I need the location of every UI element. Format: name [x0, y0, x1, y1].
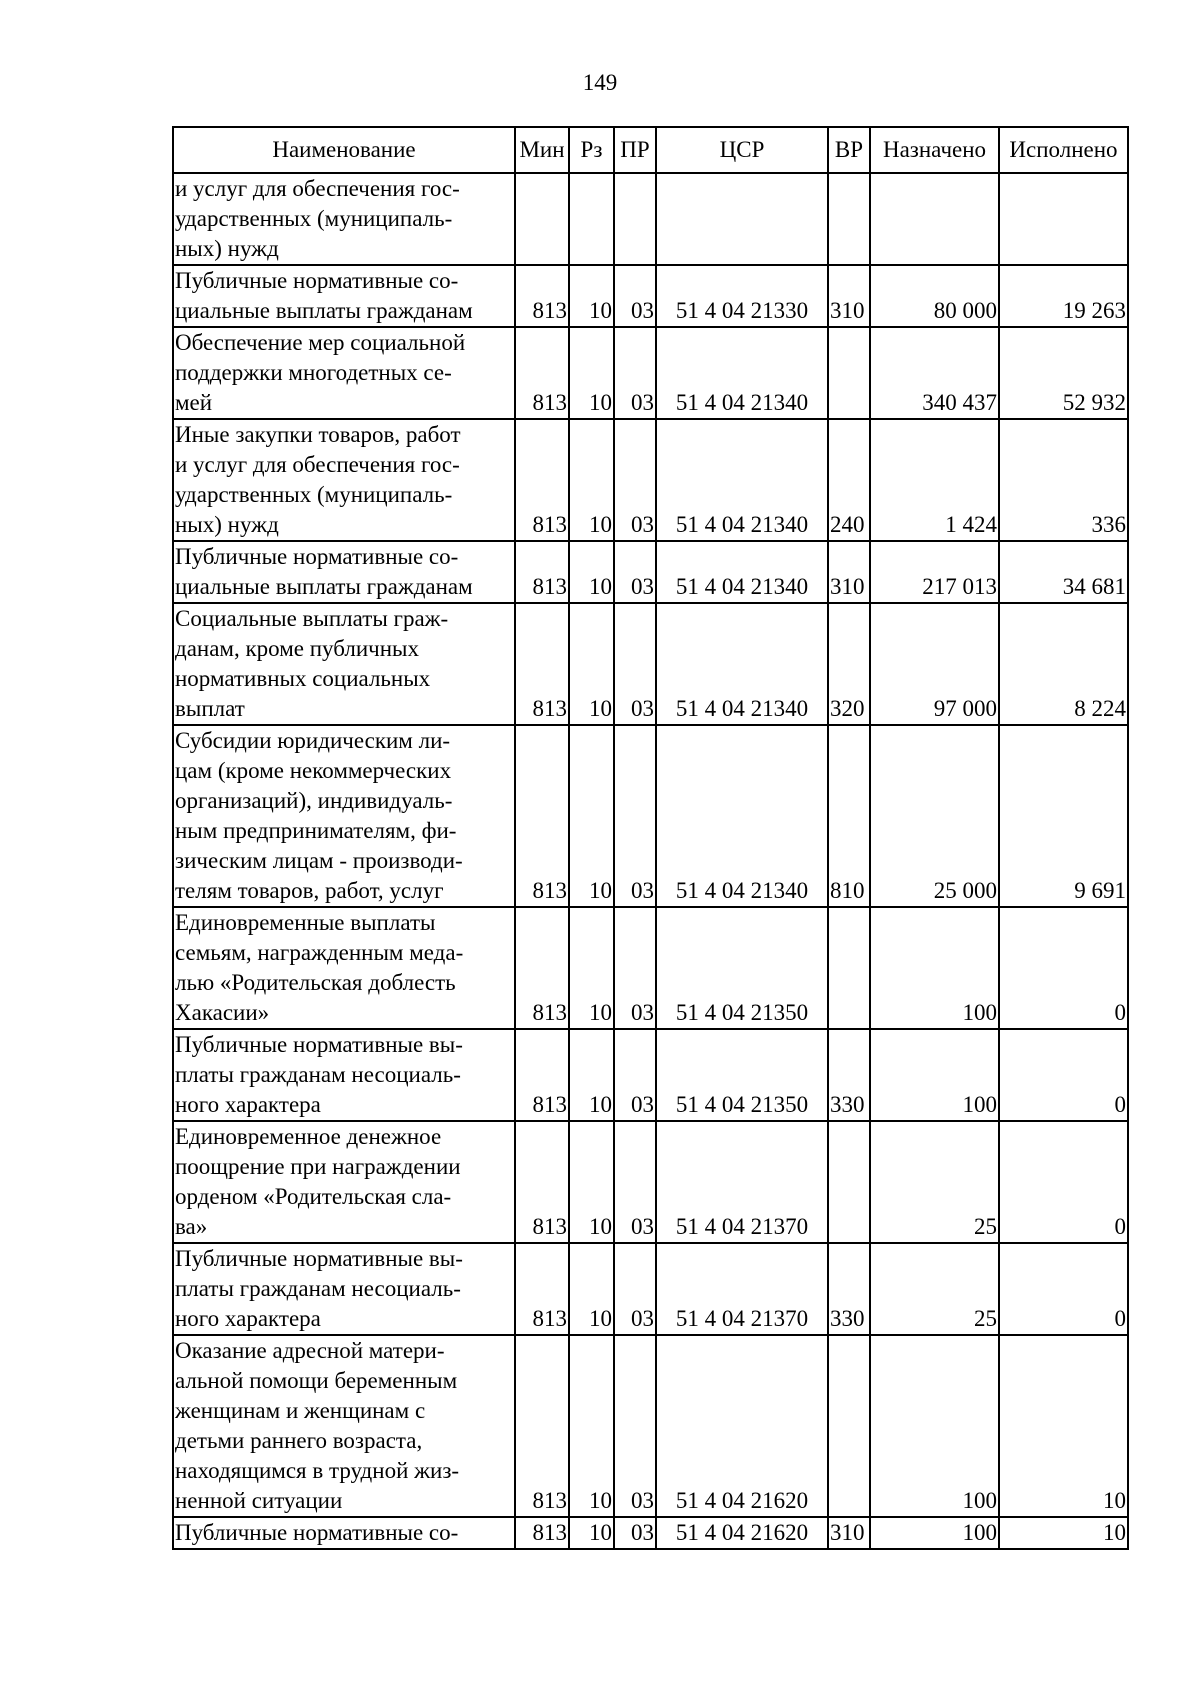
cell-pr: 03	[614, 725, 656, 907]
cell-pr: 03	[614, 1121, 656, 1243]
cell-name: Единовременные выплаты семьям, награжденным меда- лью «Родительская доблесть Хакасии»	[173, 907, 515, 1029]
cell-assigned: 100	[870, 1335, 999, 1517]
cell-vr: 320	[828, 603, 870, 725]
cell-assigned: 80 000	[870, 265, 999, 327]
cell-csr: 51 4 04 21370	[656, 1121, 828, 1243]
table-row	[173, 541, 1128, 603]
cell-assigned: 25 000	[870, 725, 999, 907]
cell-min: 813	[515, 907, 569, 1029]
header-pr: ПР	[614, 127, 656, 173]
cell-vr	[828, 1121, 870, 1243]
cell-min	[515, 173, 569, 265]
table-row	[173, 1335, 1128, 1517]
cell-min: 813	[515, 725, 569, 907]
cell-name: Публичные нормативные со-	[173, 1517, 515, 1549]
cell-vr	[828, 907, 870, 1029]
table-row	[173, 1029, 1128, 1121]
cell-vr: 310	[828, 541, 870, 603]
cell-name: Публичные нормативные вы- платы гражданам несоциаль- ного характера	[173, 1029, 515, 1121]
cell-vr	[828, 173, 870, 265]
header-csr: ЦСР	[656, 127, 828, 173]
table-row	[173, 603, 1128, 725]
cell-pr: 03	[614, 907, 656, 1029]
cell-csr: 51 4 04 21340	[656, 327, 828, 419]
cell-min: 813	[515, 603, 569, 725]
cell-rz: 10	[569, 327, 614, 419]
cell-name: Публичные нормативные вы- платы гражданам несоциаль- ного характера	[173, 1243, 515, 1335]
cell-pr: 03	[614, 1243, 656, 1335]
cell-min: 813	[515, 1243, 569, 1335]
cell-rz: 10	[569, 1243, 614, 1335]
header-assigned: Назначено	[870, 127, 999, 173]
cell-executed	[999, 173, 1128, 265]
page-number: 149	[582, 70, 618, 95]
header-rz: Рз	[569, 127, 614, 173]
cell-executed: 19 263	[999, 265, 1128, 327]
cell-pr	[614, 173, 656, 265]
cell-vr	[828, 327, 870, 419]
cell-pr: 03	[614, 603, 656, 725]
table-row	[173, 173, 1128, 265]
cell-executed: 9 691	[999, 725, 1128, 907]
cell-name: Социальные выплаты граж- данам, кроме публичных нормативных социальных выплат	[173, 603, 515, 725]
cell-rz: 10	[569, 541, 614, 603]
cell-executed: 0	[999, 907, 1128, 1029]
cell-rz: 10	[569, 419, 614, 541]
cell-min: 813	[515, 265, 569, 327]
table-row	[173, 265, 1128, 327]
cell-executed: 0	[999, 1121, 1128, 1243]
cell-rz: 10	[569, 1029, 614, 1121]
cell-csr: 51 4 04 21330	[656, 265, 828, 327]
cell-pr: 03	[614, 265, 656, 327]
cell-csr: 51 4 04 21350	[656, 1029, 828, 1121]
cell-csr: 51 4 04 21370	[656, 1243, 828, 1335]
table-row	[173, 419, 1128, 541]
cell-assigned: 100	[870, 1517, 999, 1549]
cell-executed: 8 224	[999, 603, 1128, 725]
cell-rz: 10	[569, 1121, 614, 1243]
cell-executed: 34 681	[999, 541, 1128, 603]
cell-pr: 03	[614, 327, 656, 419]
header-row	[173, 127, 1128, 173]
table-row	[173, 907, 1128, 1029]
cell-csr: 51 4 04 21340	[656, 541, 828, 603]
cell-assigned: 97 000	[870, 603, 999, 725]
table-row	[173, 725, 1128, 907]
cell-rz: 10	[569, 603, 614, 725]
cell-vr: 810	[828, 725, 870, 907]
header-min: Мин	[515, 127, 569, 173]
cell-assigned: 25	[870, 1243, 999, 1335]
table-row	[173, 1121, 1128, 1243]
cell-min: 813	[515, 1335, 569, 1517]
header-executed: Исполнено	[999, 127, 1128, 173]
cell-executed: 52 932	[999, 327, 1128, 419]
cell-assigned: 1 424	[870, 419, 999, 541]
cell-csr: 51 4 04 21340	[656, 603, 828, 725]
cell-executed: 10	[999, 1517, 1128, 1549]
cell-pr: 03	[614, 1029, 656, 1121]
cell-rz: 10	[569, 1335, 614, 1517]
cell-csr: 51 4 04 21340	[656, 419, 828, 541]
cell-name: Субсидии юридическим ли- цам (кроме некоммерческих организаций), индивидуаль- ным предпринимателям, фи- зическим лицам - производи- телям товаров, работ, услуг	[173, 725, 515, 907]
cell-pr: 03	[614, 1517, 656, 1549]
table-row	[173, 1517, 1128, 1549]
cell-csr: 51 4 04 21350	[656, 907, 828, 1029]
cell-vr: 310	[828, 1517, 870, 1549]
cell-name: Публичные нормативные со- циальные выплаты гражданам	[173, 265, 515, 327]
cell-executed: 0	[999, 1029, 1128, 1121]
cell-rz: 10	[569, 725, 614, 907]
cell-rz: 10	[569, 265, 614, 327]
cell-assigned: 340 437	[870, 327, 999, 419]
header-name: Наименование	[173, 127, 515, 173]
cell-assigned	[870, 173, 999, 265]
cell-assigned: 100	[870, 1029, 999, 1121]
cell-vr: 330	[828, 1029, 870, 1121]
cell-assigned: 217 013	[870, 541, 999, 603]
cell-name: Единовременное денежное поощрение при награждении орденом «Родительская сла- ва»	[173, 1121, 515, 1243]
cell-assigned: 100	[870, 907, 999, 1029]
cell-assigned: 25	[870, 1121, 999, 1243]
budget-table	[172, 126, 1129, 1550]
cell-name: Публичные нормативные со- циальные выплаты гражданам	[173, 541, 515, 603]
cell-min: 813	[515, 419, 569, 541]
cell-csr: 51 4 04 21620	[656, 1335, 828, 1517]
cell-min: 813	[515, 1121, 569, 1243]
cell-csr: 51 4 04 21620	[656, 1517, 828, 1549]
cell-vr: 310	[828, 265, 870, 327]
cell-pr: 03	[614, 541, 656, 603]
cell-rz: 10	[569, 907, 614, 1029]
cell-name: Иные закупки товаров, работ и услуг для обеспечения гос- ударственных (муниципаль- ных) нужд	[173, 419, 515, 541]
cell-rz	[569, 173, 614, 265]
cell-min: 813	[515, 1517, 569, 1549]
cell-executed: 336	[999, 419, 1128, 541]
cell-vr	[828, 1335, 870, 1517]
cell-vr: 330	[828, 1243, 870, 1335]
cell-pr: 03	[614, 419, 656, 541]
cell-name: Оказание адресной матери- альной помощи беременным женщинам и женщинам с детьми раннего возраста, находящимся в трудной жиз- ненной ситуации	[173, 1335, 515, 1517]
cell-csr	[656, 173, 828, 265]
cell-pr: 03	[614, 1335, 656, 1517]
table-row	[173, 327, 1128, 419]
cell-executed: 10	[999, 1335, 1128, 1517]
header-vr: ВР	[828, 127, 870, 173]
cell-executed: 0	[999, 1243, 1128, 1335]
cell-name: и услуг для обеспечения гос- ударственных (муниципаль- ных) нужд	[173, 173, 515, 265]
cell-min: 813	[515, 1029, 569, 1121]
cell-vr: 240	[828, 419, 870, 541]
cell-min: 813	[515, 327, 569, 419]
table-row	[173, 1243, 1128, 1335]
cell-csr: 51 4 04 21340	[656, 725, 828, 907]
cell-rz: 10	[569, 1517, 614, 1549]
cell-name: Обеспечение мер социальной поддержки многодетных се- мей	[173, 327, 515, 419]
cell-min: 813	[515, 541, 569, 603]
